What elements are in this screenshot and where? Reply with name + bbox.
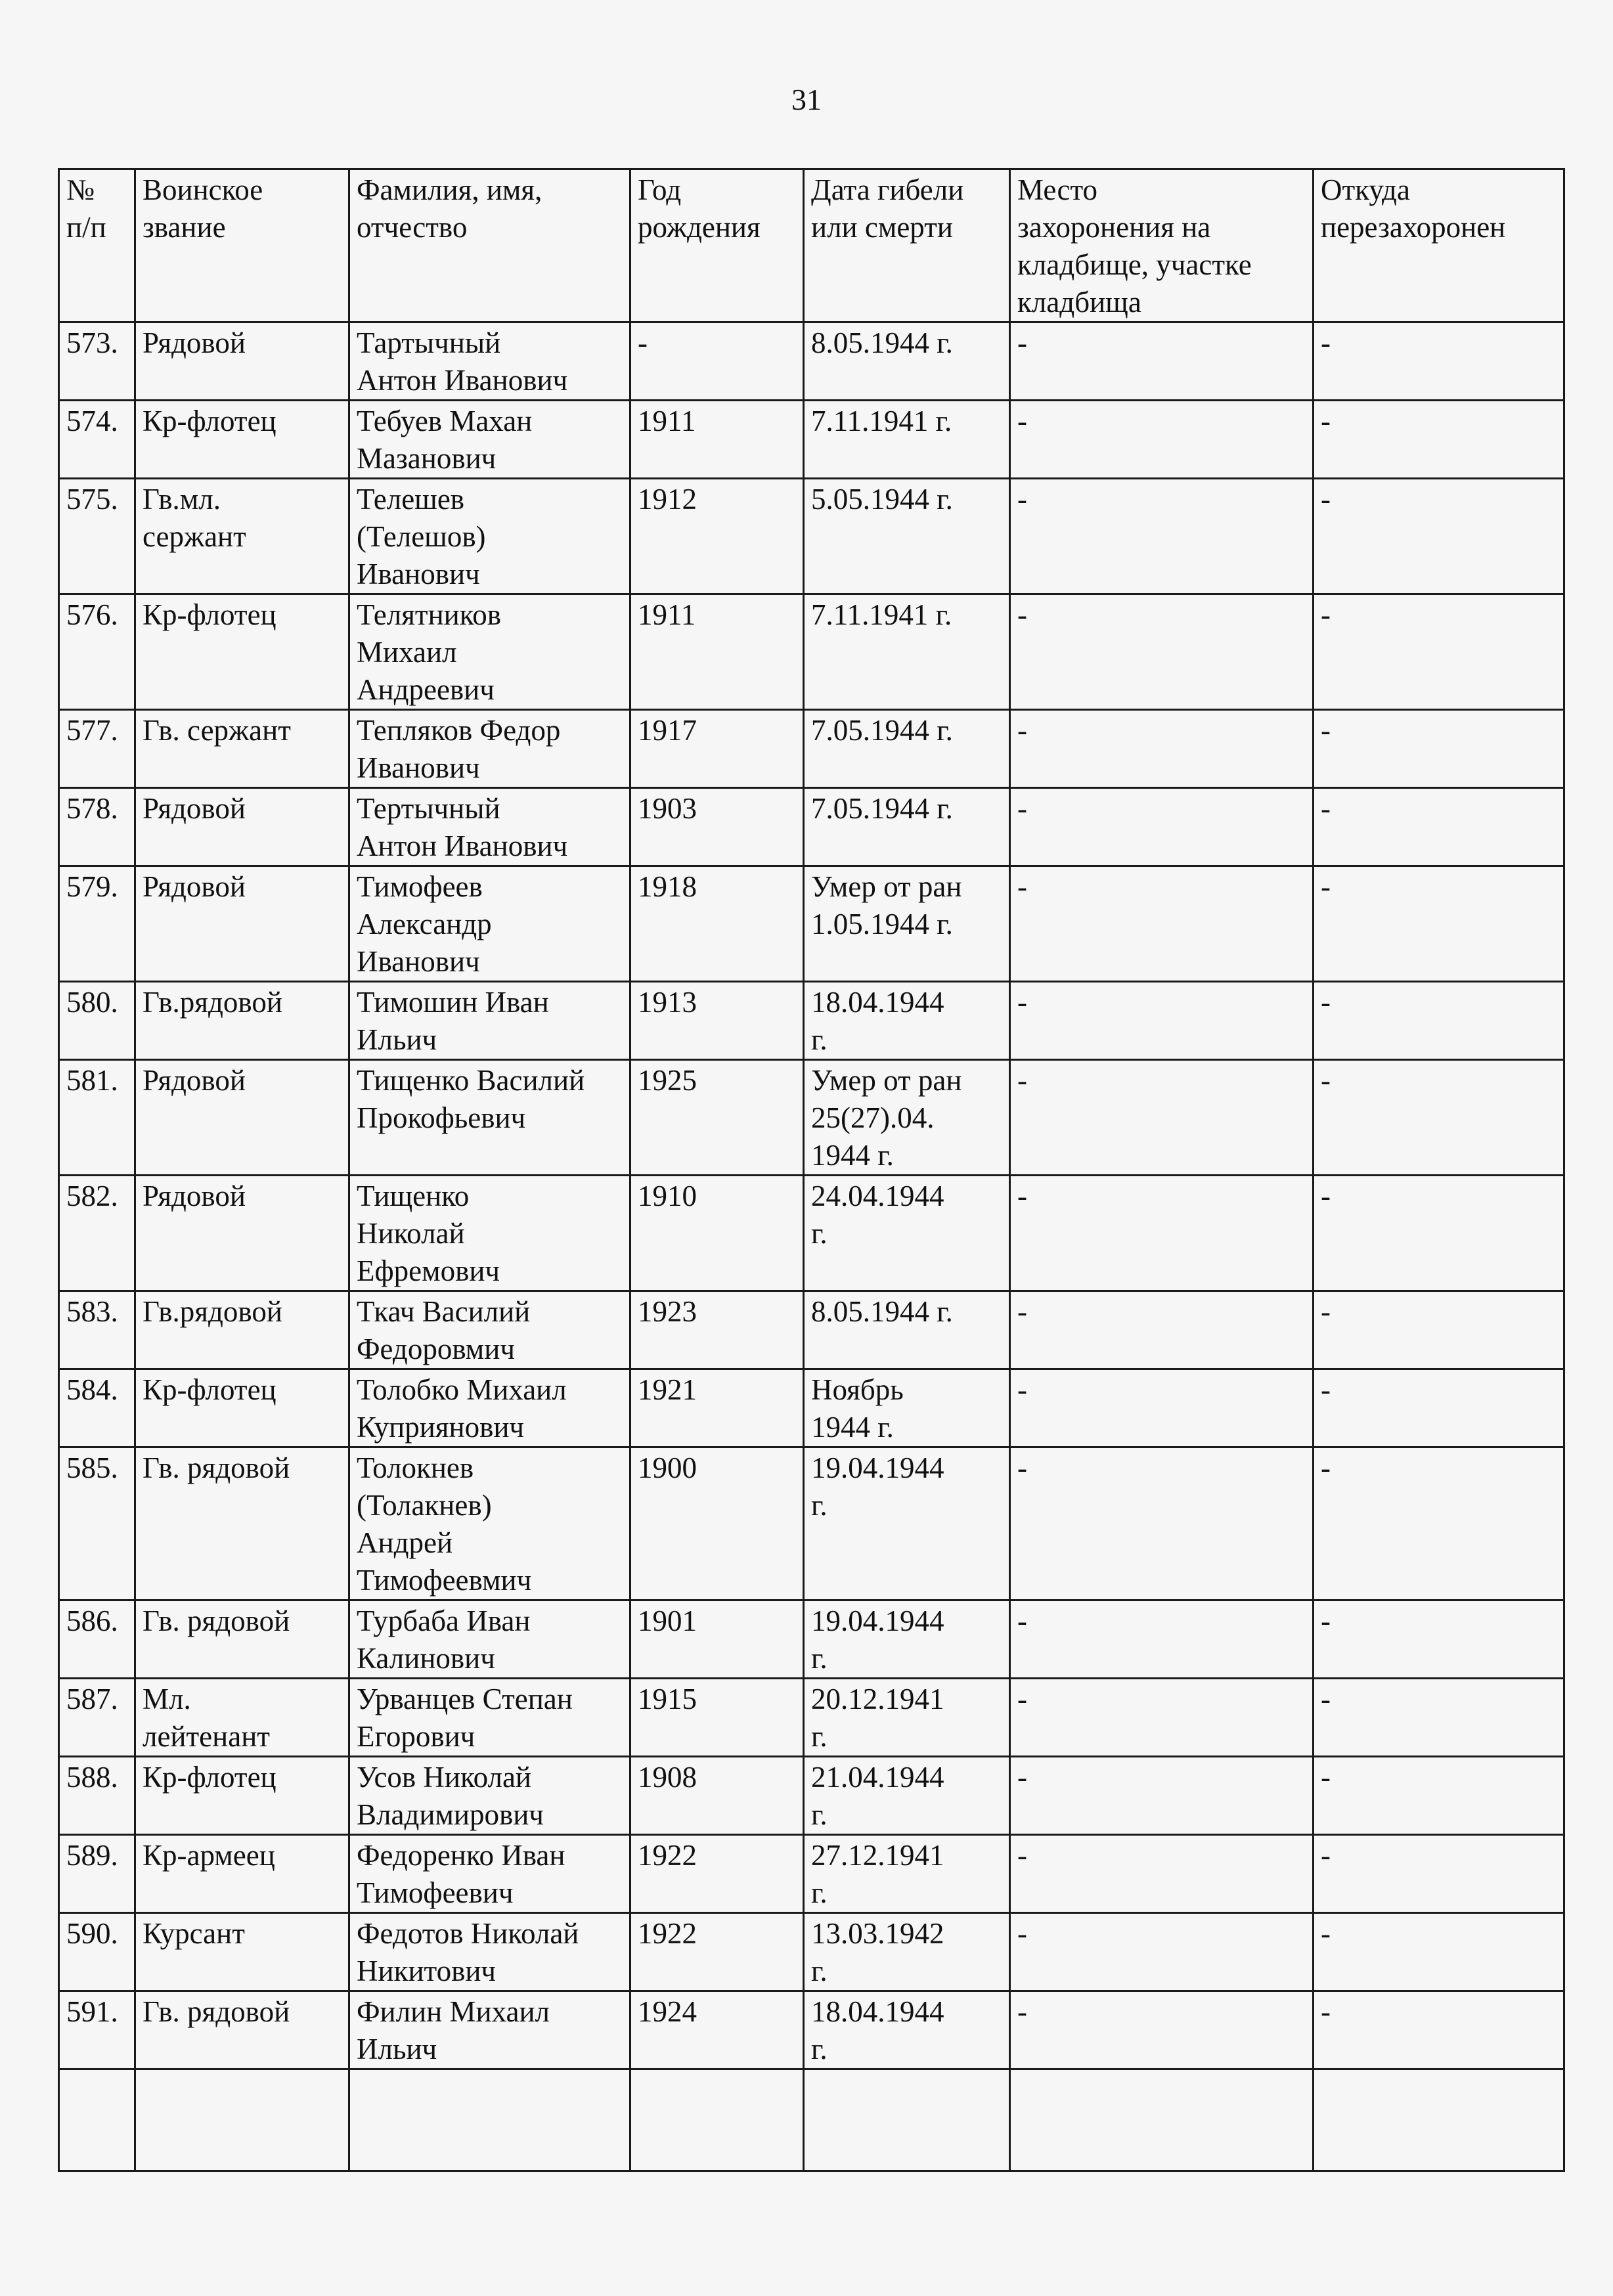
cell-reburied-from: -	[1314, 1291, 1564, 1369]
cell-rank: Мл. лейтенант	[135, 1679, 349, 1757]
cell-reburied-from: -	[1314, 788, 1564, 866]
cell-burial-place: -	[1010, 1176, 1314, 1291]
cell-number: 583.	[59, 1291, 135, 1369]
cell-rank: Гв.мл. сержант	[135, 479, 349, 594]
cell-birth-year: 1900	[630, 1447, 804, 1601]
cell-death-date: Умер от ран 25(27).04. 1944 г.	[804, 1060, 1010, 1176]
table-row	[59, 1447, 1564, 1601]
cell-death-date: 19.04.1944 г.	[804, 1447, 1010, 1601]
cell-number: 582.	[59, 1176, 135, 1291]
cell-rank: Кр-флотец	[135, 1369, 349, 1447]
cell-number: 587.	[59, 1679, 135, 1757]
header-death-date: Дата гибели или смерти	[804, 169, 1010, 322]
cell-death-date: 13.03.1942 г.	[804, 1913, 1010, 1991]
header-burial-place: Место захоронения на кладбище, участке кладбища	[1010, 169, 1314, 322]
cell-rank: Кр-флотец	[135, 401, 349, 479]
table-row	[59, 1835, 1564, 1913]
cell-number: 585.	[59, 1447, 135, 1601]
cell-number: 586.	[59, 1601, 135, 1679]
cell-rank: Гв. сержант	[135, 710, 349, 788]
cell-name: Телешев (Телешов) Иванович	[349, 479, 630, 594]
cell-reburied-from: -	[1314, 866, 1564, 982]
cell-number: 588.	[59, 1757, 135, 1835]
cell-number: 584.	[59, 1369, 135, 1447]
cell-birth-year: 1901	[630, 1601, 804, 1679]
cell-reburied-from: -	[1314, 1447, 1564, 1601]
cell-number: 579.	[59, 866, 135, 982]
cell-death-date: 18.04.1944 г.	[804, 982, 1010, 1060]
table-row	[59, 788, 1564, 866]
cell-reburied-from: -	[1314, 1757, 1564, 1835]
table-row	[59, 479, 1564, 594]
cell-number: 577.	[59, 710, 135, 788]
table-row	[59, 982, 1564, 1060]
cell-name: Тимофеев Александр Иванович	[349, 866, 630, 982]
cell-reburied-from: -	[1314, 1369, 1564, 1447]
cell-burial-place: -	[1010, 1679, 1314, 1757]
burial-registry-table	[58, 168, 1565, 2172]
cell-rank: Гв. рядовой	[135, 1991, 349, 2069]
cell-number: 581.	[59, 1060, 135, 1176]
cell-name: Тимошин Иван Ильич	[349, 982, 630, 1060]
cell-death-date: 5.05.1944 г.	[804, 479, 1010, 594]
table-row	[59, 1291, 1564, 1369]
cell-burial-place: -	[1010, 594, 1314, 710]
cell-reburied-from: -	[1314, 479, 1564, 594]
cell-number: 574.	[59, 401, 135, 479]
cell-reburied-from: -	[1314, 1601, 1564, 1679]
cell-number: 573.	[59, 322, 135, 401]
cell-birth-year: 1918	[630, 866, 804, 982]
cell-death-date: 20.12.1941 г.	[804, 1679, 1010, 1757]
cell-number: 578.	[59, 788, 135, 866]
cell-death-date: 7.05.1944 г.	[804, 788, 1010, 866]
cell-death-date: 18.04.1944 г.	[804, 1991, 1010, 2069]
cell-rank: Гв. рядовой	[135, 1447, 349, 1601]
table-row	[59, 1913, 1564, 1991]
cell-burial-place: -	[1010, 866, 1314, 982]
header-number: № п/п	[59, 169, 135, 322]
cell-burial-place: -	[1010, 982, 1314, 1060]
cell-death-date: Ноябрь 1944 г.	[804, 1369, 1010, 1447]
cell-name: Ткач Василий Федоровмич	[349, 1291, 630, 1369]
cell-burial-place: -	[1010, 322, 1314, 401]
cell-burial-place: -	[1010, 1835, 1314, 1913]
cell-birth-year: 1922	[630, 1913, 804, 1991]
cell-death-date: 24.04.1944 г.	[804, 1176, 1010, 1291]
cell-birth-year: 1911	[630, 401, 804, 479]
cell-rank: Кр-флотец	[135, 1757, 349, 1835]
cell-burial-place: -	[1010, 1757, 1314, 1835]
cell-birth-year: -	[630, 322, 804, 401]
table-row	[59, 322, 1564, 401]
cell-burial-place: -	[1010, 1991, 1314, 2069]
cell-number: 591.	[59, 1991, 135, 2069]
table-row	[59, 1601, 1564, 1679]
cell-death-date: 27.12.1941 г.	[804, 1835, 1010, 1913]
header-birth-year: Год рождения	[630, 169, 804, 322]
cell-death-date: 7.11.1941 г.	[804, 401, 1010, 479]
cell-number: 589.	[59, 1835, 135, 1913]
cell-birth-year: 1923	[630, 1291, 804, 1369]
cell-number: 575.	[59, 479, 135, 594]
cell-birth-year: 1922	[630, 1835, 804, 1913]
cell-name: Тебуев Махан Мазанович	[349, 401, 630, 479]
header-name: Фамилия, имя, отчество	[349, 169, 630, 322]
table-row	[59, 594, 1564, 710]
table-header-row	[59, 169, 1564, 322]
cell-burial-place: -	[1010, 1913, 1314, 1991]
cell-birth-year: 1908	[630, 1757, 804, 1835]
table-row	[59, 1991, 1564, 2069]
cell-death-date: 19.04.1944 г.	[804, 1601, 1010, 1679]
cell-reburied-from: -	[1314, 322, 1564, 401]
cell-name: Турбаба Иван Калинович	[349, 1601, 630, 1679]
cell-rank: Рядовой	[135, 322, 349, 401]
cell-rank: Гв.рядовой	[135, 982, 349, 1060]
cell-reburied-from: -	[1314, 710, 1564, 788]
table-row	[59, 710, 1564, 788]
table-row	[59, 1369, 1564, 1447]
cell-number: 590.	[59, 1913, 135, 1991]
cell-death-date: 8.05.1944 г.	[804, 322, 1010, 401]
cell-rank: Рядовой	[135, 1176, 349, 1291]
cell-name: Усов Николай Владимирович	[349, 1757, 630, 1835]
cell-reburied-from: -	[1314, 1060, 1564, 1176]
cell-burial-place: -	[1010, 788, 1314, 866]
cell-name: Урванцев Степан Егорович	[349, 1679, 630, 1757]
cell-burial-place: -	[1010, 1291, 1314, 1369]
cell-birth-year: 1921	[630, 1369, 804, 1447]
header-rank: Воинское звание	[135, 169, 349, 322]
header-reburied-from: Откуда перезахоронен	[1314, 169, 1564, 322]
cell-rank: Рядовой	[135, 788, 349, 866]
cell-birth-year: 1911	[630, 594, 804, 710]
cell-reburied-from: -	[1314, 1679, 1564, 1757]
cell-birth-year: 1913	[630, 982, 804, 1060]
cell-rank: Курсант	[135, 1913, 349, 1991]
table-row	[59, 1757, 1564, 1835]
cell-name: Тищенко Василий Прокофьевич	[349, 1060, 630, 1176]
cell-burial-place: -	[1010, 1601, 1314, 1679]
cell-name: Тищенко Николай Ефремович	[349, 1176, 630, 1291]
page-number: 31	[791, 83, 822, 116]
cell-rank: Рядовой	[135, 1060, 349, 1176]
cell-death-date: 7.11.1941 г.	[804, 594, 1010, 710]
cell-birth-year: 1910	[630, 1176, 804, 1291]
cell-number: 576.	[59, 594, 135, 710]
cell-birth-year: 1917	[630, 710, 804, 788]
cell-name: Филин Михаил Ильич	[349, 1991, 630, 2069]
cell-rank: Гв. рядовой	[135, 1601, 349, 1679]
cell-name: Телятников Михаил Андреевич	[349, 594, 630, 710]
cell-reburied-from: -	[1314, 401, 1564, 479]
table-row	[59, 1679, 1564, 1757]
cell-burial-place: -	[1010, 1447, 1314, 1601]
cell-rank: Гв.рядовой	[135, 1291, 349, 1369]
cell-birth-year: 1924	[630, 1991, 804, 2069]
cell-name: Тертычный Антон Иванович	[349, 788, 630, 866]
cell-birth-year: 1915	[630, 1679, 804, 1757]
cell-name: Федотов Николай Никитович	[349, 1913, 630, 1991]
cell-burial-place: -	[1010, 479, 1314, 594]
cell-rank: Кр-флотец	[135, 594, 349, 710]
cell-death-date: Умер от ран 1.05.1944 г.	[804, 866, 1010, 982]
table-row	[59, 1176, 1564, 1291]
cell-name: Тартычный Антон Иванович	[349, 322, 630, 401]
table-row	[59, 401, 1564, 479]
cell-name: Толокнев (Толакнев) Андрей Тимофеевмич	[349, 1447, 630, 1601]
cell-birth-year: 1925	[630, 1060, 804, 1176]
cell-birth-year: 1912	[630, 479, 804, 594]
cell-reburied-from: -	[1314, 594, 1564, 710]
cell-death-date: 7.05.1944 г.	[804, 710, 1010, 788]
cell-birth-year: 1903	[630, 788, 804, 866]
cell-death-date: 21.04.1944 г.	[804, 1757, 1010, 1835]
cell-rank: Рядовой	[135, 866, 349, 982]
cell-reburied-from: -	[1314, 982, 1564, 1060]
cell-burial-place: -	[1010, 710, 1314, 788]
cell-reburied-from: -	[1314, 1835, 1564, 1913]
cell-name: Федоренко Иван Тимофеевич	[349, 1835, 630, 1913]
cell-burial-place: -	[1010, 1369, 1314, 1447]
table-row	[59, 866, 1564, 982]
cell-death-date: 8.05.1944 г.	[804, 1291, 1010, 1369]
cell-name: Тепляков Федор Иванович	[349, 710, 630, 788]
cell-reburied-from: -	[1314, 1176, 1564, 1291]
cell-reburied-from: -	[1314, 1991, 1564, 2069]
cell-rank: Кр-армеец	[135, 1835, 349, 1913]
cell-number: 580.	[59, 982, 135, 1060]
cell-burial-place: -	[1010, 401, 1314, 479]
table-empty-row	[59, 2069, 1564, 2171]
table-row	[59, 1060, 1564, 1176]
cell-burial-place: -	[1010, 1060, 1314, 1176]
cell-reburied-from: -	[1314, 1913, 1564, 1991]
cell-name: Толобко Михаил Куприянович	[349, 1369, 630, 1447]
